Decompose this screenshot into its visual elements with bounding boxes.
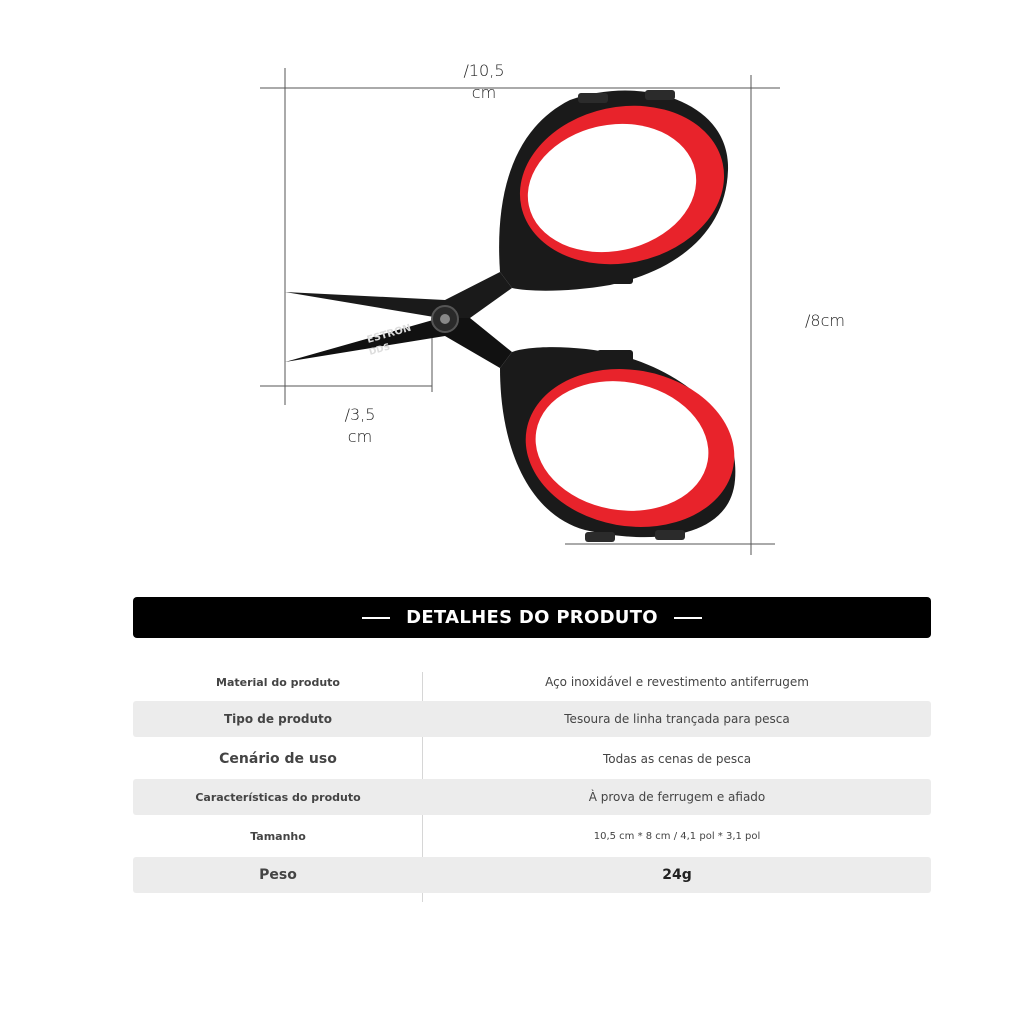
spec-value: Todas as cenas de pesca	[602, 752, 752, 766]
spec-row-usage	[133, 740, 931, 778]
brand-text: ESTRON	[365, 322, 413, 346]
spec-row-material	[133, 662, 931, 702]
upper-handle	[499, 87, 739, 290]
width-dimension-label: /10,5 cm	[463, 61, 505, 102]
spec-row-size	[133, 818, 931, 854]
banner-title: DETALHES DO PRODUTO	[406, 607, 658, 628]
spec-row-type	[133, 701, 931, 737]
banner-rule-left	[362, 617, 390, 619]
product-details-banner	[133, 597, 931, 638]
height-dimension-label: /8cm	[805, 311, 845, 330]
banner-rule-right	[674, 617, 702, 619]
spec-label: Tamanho	[250, 829, 306, 843]
spec-label: Peso	[259, 867, 297, 883]
spec-label: Tipo de produto	[223, 712, 333, 726]
spec-value: À prova de ferrugem e afiado	[588, 790, 766, 804]
spec-value: 10,5 cm * 8 cm / 4,1 pol * 3,1 pol	[593, 830, 761, 842]
spec-label: Material do produto	[216, 675, 340, 689]
brand-subtext: DDS	[368, 342, 392, 358]
spec-value: Aço inoxidável e revestimento antiferrugem	[545, 675, 809, 689]
spec-value: 24g	[662, 867, 692, 883]
spec-value: Tesoura de linha trançada para pesca	[564, 712, 790, 726]
spec-row-features	[133, 779, 931, 815]
spec-label: Características do produto	[195, 790, 361, 804]
lower-handle	[500, 347, 747, 543]
blade-dimension-label: /3,5 cm	[344, 405, 376, 446]
spec-label: Cenário de uso	[219, 751, 337, 767]
spec-row-weight	[133, 857, 931, 893]
scissors-blades	[285, 272, 512, 368]
